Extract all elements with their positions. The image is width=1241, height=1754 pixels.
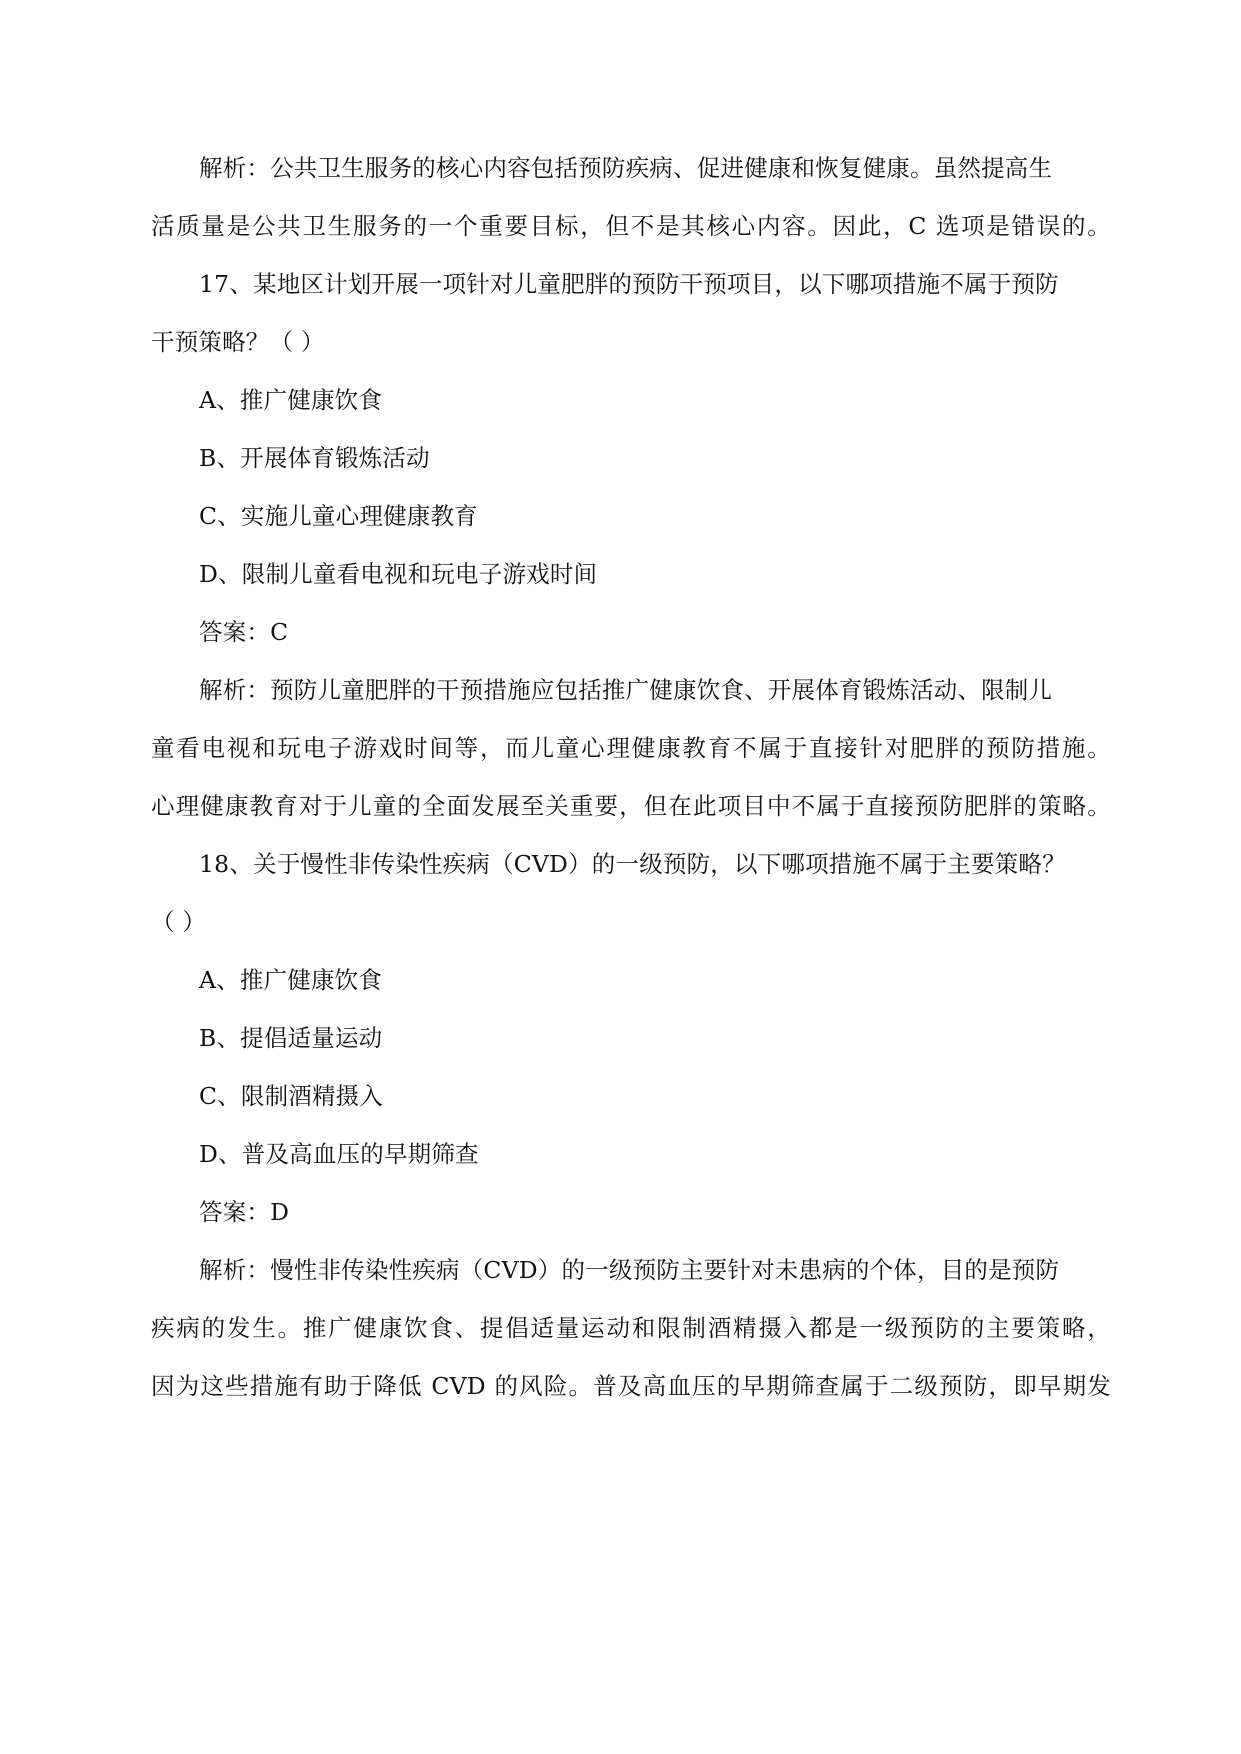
explanation-line: 童看电视和玩电子游戏时间等，而儿童心理健康教育不属于直接针对肥胖的预防措施。 xyxy=(151,734,1111,762)
option-c: C、实施儿童心理健康教育 xyxy=(199,502,478,530)
paragraph-line: 解析：公共卫生服务的核心内容包括预防疾病、促进健康和恢复健康。虽然提高生 xyxy=(199,154,1053,182)
question-text: 干预策略？（ ） xyxy=(151,328,325,356)
option-d: D、普及高血压的早期筛查 xyxy=(199,1140,479,1168)
option-d: D、限制儿童看电视和玩电子游戏时间 xyxy=(199,560,598,588)
explanation-line: 解析：慢性非传染性疾病（CVD）的一级预防主要针对未患病的个体，目的是预防 xyxy=(199,1256,1060,1284)
explanation-line: 因为这些措施有助于降低 CVD 的风险。普及高血压的早期筛查属于二级预防，即早期发 xyxy=(151,1372,1111,1400)
explanation-line: 解析：预防儿童肥胖的干预措施应包括推广健康饮食、开展体育锻炼活动、限制儿 xyxy=(199,676,1053,704)
option-c: C、限制酒精摄入 xyxy=(199,1082,384,1110)
explanation-line: 疾病的发生。推广健康饮食、提倡适量运动和限制酒精摄入都是一级预防的主要策略， xyxy=(151,1314,1111,1342)
option-a: A、推广健康饮食 xyxy=(199,386,383,414)
question-text: （ ） xyxy=(151,908,207,936)
answer-line: 答案：C xyxy=(199,618,289,646)
question-text: 18、关于慢性非传染性疾病（CVD）的一级预防，以下哪项措施不属于主要策略？ xyxy=(199,850,1066,878)
answer-line: 答案：D xyxy=(199,1198,290,1226)
option-b: B、提倡适量运动 xyxy=(199,1024,383,1052)
question-text: 17、某地区计划开展一项针对儿童肥胖的预防干预项目，以下哪项措施不属于预防 xyxy=(199,270,1059,298)
option-a: A、推广健康饮食 xyxy=(199,966,383,994)
paragraph-line: 活质量是公共卫生服务的一个重要目标，但不是其核心内容。因此，C 选项是错误的。 xyxy=(151,212,1111,240)
explanation-line: 心理健康教育对于儿童的全面发展至关重要，但在此项目中不属于直接预防肥胖的策略。 xyxy=(151,792,1111,820)
option-b: B、开展体育锻炼活动 xyxy=(199,444,430,472)
